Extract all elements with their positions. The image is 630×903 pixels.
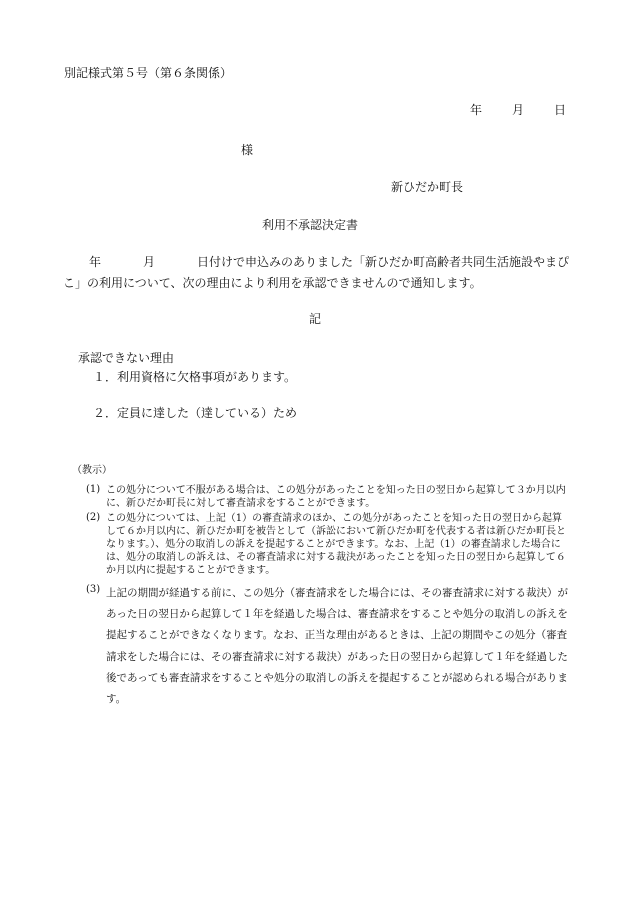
notice-item xyxy=(86,484,572,510)
form-label: 別記様式第５号（第６条関係） xyxy=(64,66,233,80)
body-text: 日付けで申込みのありました「新ひだか町高齢者共同生活施設やまぴこ」の利用について、次の理由により利用を承認できませんので通知します。 xyxy=(63,255,570,290)
notice-text: 上記の期間が経過する前に、この処分（審査請求をした場合には、その審査請求に対する裁決）があった日の翌日から起算して１年を経過した場合は、審査請求をすることや処分の取消しの訴えを提起することができなくなります。なお、正当な理由があるときは、上記の期間やこの処分（審査請求をした場合には、その審査請求に対する裁決）があった日の翌日から起算して１年を経過した後であっても審査請求をすることや処分の取消しの訴えを提起することが認められる場合があります。 xyxy=(106,587,568,706)
reasons-heading: 承認できない理由 xyxy=(78,351,175,365)
notice-number: (1) xyxy=(86,484,101,495)
body-month: 月 xyxy=(143,255,156,269)
notice-text: この処分については、上記（1）の審査請求のほか、この処分があったことを知った日の翌日から起算して６か月以内に、新ひだか町を被告として（訴訟において新ひだか町を代表する者は新ひだか町長となります。）、処分の取消しの訴えを提起することができます。なお、上記（1）の審査請求した場合には、処分の取消しの訴えは、その審査請求に対する裁決があったことを知った日の翌日から起算して６か月以内に提起することができます。 xyxy=(106,513,566,576)
body-paragraph xyxy=(63,252,573,294)
date-day: 日 xyxy=(554,103,567,117)
ki-heading: 記 xyxy=(309,312,322,326)
addressee-suffix: 様 xyxy=(241,143,254,157)
body-year: 年 xyxy=(89,255,102,269)
notice-text: この処分について不服がある場合は、この処分があったことを知った日の翌日から起算して３か月以内に、新ひだか町長に対して審査請求をすることができます。 xyxy=(106,485,566,509)
date-year: 年 xyxy=(470,103,483,117)
notice-number: (2) xyxy=(86,512,101,523)
notice-heading: （教示） xyxy=(72,465,112,476)
date-month: 月 xyxy=(512,103,525,117)
notice-number: (3) xyxy=(86,584,101,595)
sender: 新ひだか町長 xyxy=(391,180,464,194)
reason-item: ２．定員に達した（達している）ため xyxy=(93,406,298,420)
notice-item xyxy=(86,583,572,710)
reason-item: １．利用資格に欠格事項があります。 xyxy=(93,370,297,384)
notice-item xyxy=(86,512,572,577)
document-title: 利用不承認決定書 xyxy=(262,218,359,232)
date-line xyxy=(470,103,566,117)
